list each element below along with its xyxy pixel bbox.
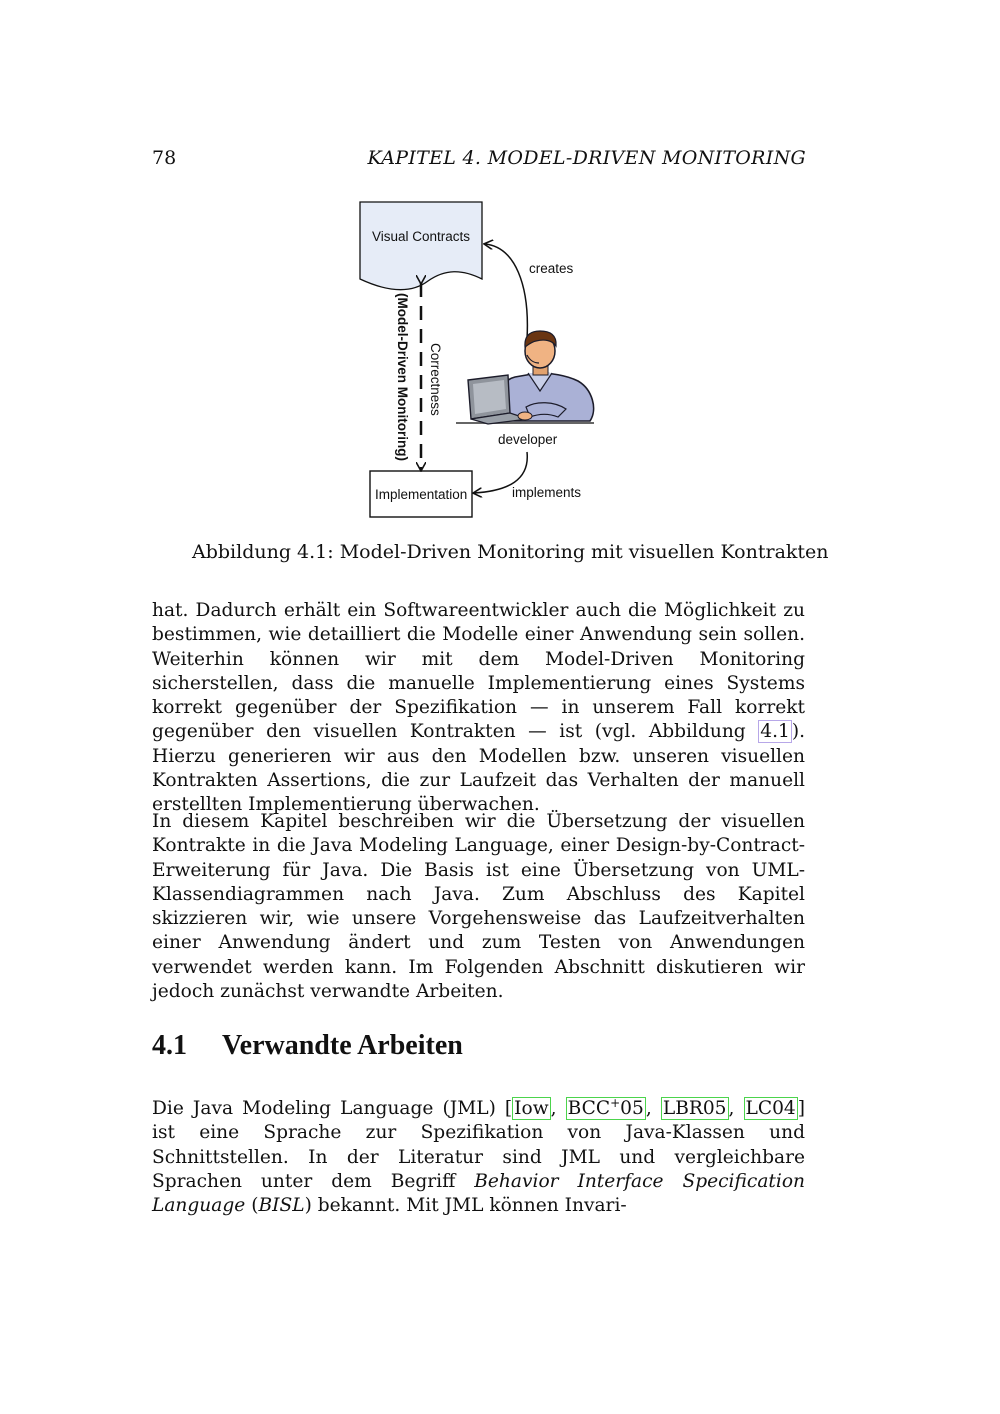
implements-label: implements: [512, 485, 582, 500]
term-bisl: BISL: [258, 1195, 305, 1217]
term-bisl-long: Behavior Interface Specification Language: [152, 1170, 805, 1217]
citation-bcc05-tail: 05: [620, 1098, 644, 1119]
citation-separator: ,: [645, 1098, 661, 1119]
paragraph-3-text-a: Die Java Modeling Language (JML) [: [152, 1098, 513, 1119]
citation-bcc05[interactable]: [566, 1097, 646, 1120]
citation-bcc05-main: BCC: [567, 1098, 611, 1119]
citation-separator: ,: [550, 1098, 566, 1119]
citation-separator: ,: [728, 1098, 744, 1119]
citation-lc04[interactable]: LC04: [745, 1098, 796, 1119]
paragraph-3-text-b: ] ist eine Sprache zur Spezifikation von Java-Klassen und Schnittstellen. In der Literatur sind JML und vergleichbare Sprachen unter dem Begriff: [152, 1098, 806, 1192]
page-number: 78: [152, 147, 177, 169]
citation-iow[interactable]: Iow: [514, 1098, 549, 1119]
implementation-label: Implementation: [375, 487, 468, 502]
diagram: [340, 195, 640, 530]
developer-label: developer: [498, 432, 558, 447]
correctness-label: Correctness: [428, 343, 443, 416]
visual-contracts-label: Visual Contracts: [372, 229, 471, 244]
citation-bcc05-sup: +: [610, 1095, 621, 1110]
visual-contracts-document: [360, 202, 482, 290]
citation-lbr05[interactable]: LBR05: [662, 1098, 727, 1119]
paragraph-1: [152, 599, 805, 818]
creates-arrow: [485, 244, 527, 339]
section-number: 4.1: [152, 1030, 187, 1061]
paragraph-1-text-a: hat. Dadurch erhält ein Softwareentwickler auch die Möglichkeit zu bestimmen, wie detailliert die Modelle einer Anwendung sein sollen. Weiterhin können wir mit dem Model-Driven Monitoring sicherstellen, dass die manuelle Implementierung eines Systems korrekt gegenüber der Spezifikation — in unserem Fall korrekt gegenüber den visuellen Kontrakten — ist (vgl. Abbildung: [152, 600, 805, 743]
figure-model-driven-monitoring: [340, 195, 640, 530]
developer-illustration: [456, 331, 594, 424]
paragraph-1-text-b: ). Hierzu generieren wir aus den Modellen bzw. unseren visuellen Kontrakten Assertions, die zur Laufzeit das Verhalten der manuell erstellten Implementierung überwachen.: [152, 721, 805, 816]
creates-label: creates: [529, 261, 574, 276]
paragraph-3: [152, 1097, 805, 1218]
figure-caption: Abbildung 4.1: Model-Driven Monitoring mit visuellen Kontrakten: [192, 541, 829, 563]
monitoring-label: (Model-Driven Monitoring): [395, 293, 410, 461]
running-head: KAPITEL 4. MODEL-DRIVEN MONITORING: [367, 147, 806, 169]
figure-reference-link[interactable]: 4.1: [760, 721, 790, 743]
section-title: Verwandte Arbeiten: [222, 1030, 463, 1061]
paragraph-3-text-c: (: [245, 1195, 259, 1217]
paragraph-2: In diesem Kapitel beschreiben wir die Übersetzung der visuellen Kontrakte in die Java Modeling Language, einer Design-by-Contract-Erweiterung für Java. Die Basis ist eine Übersetzung von UML-Klassendiagrammen nach Java. Zum Abschluss des Kapitel skizzieren wir, wie unsere Vorgehensweise das Laufzeitverhalten einer Anwendung ändert und zum Testen von Anwendungen verwendet werden kann. Im Folgenden Abschnitt diskutieren wir jedoch zunächst verwandte Arbeiten.: [152, 811, 805, 1003]
paragraph-3-text-d: ) bekannt. Mit JML können Invari-: [304, 1195, 627, 1217]
section-heading: [152, 1030, 463, 1062]
